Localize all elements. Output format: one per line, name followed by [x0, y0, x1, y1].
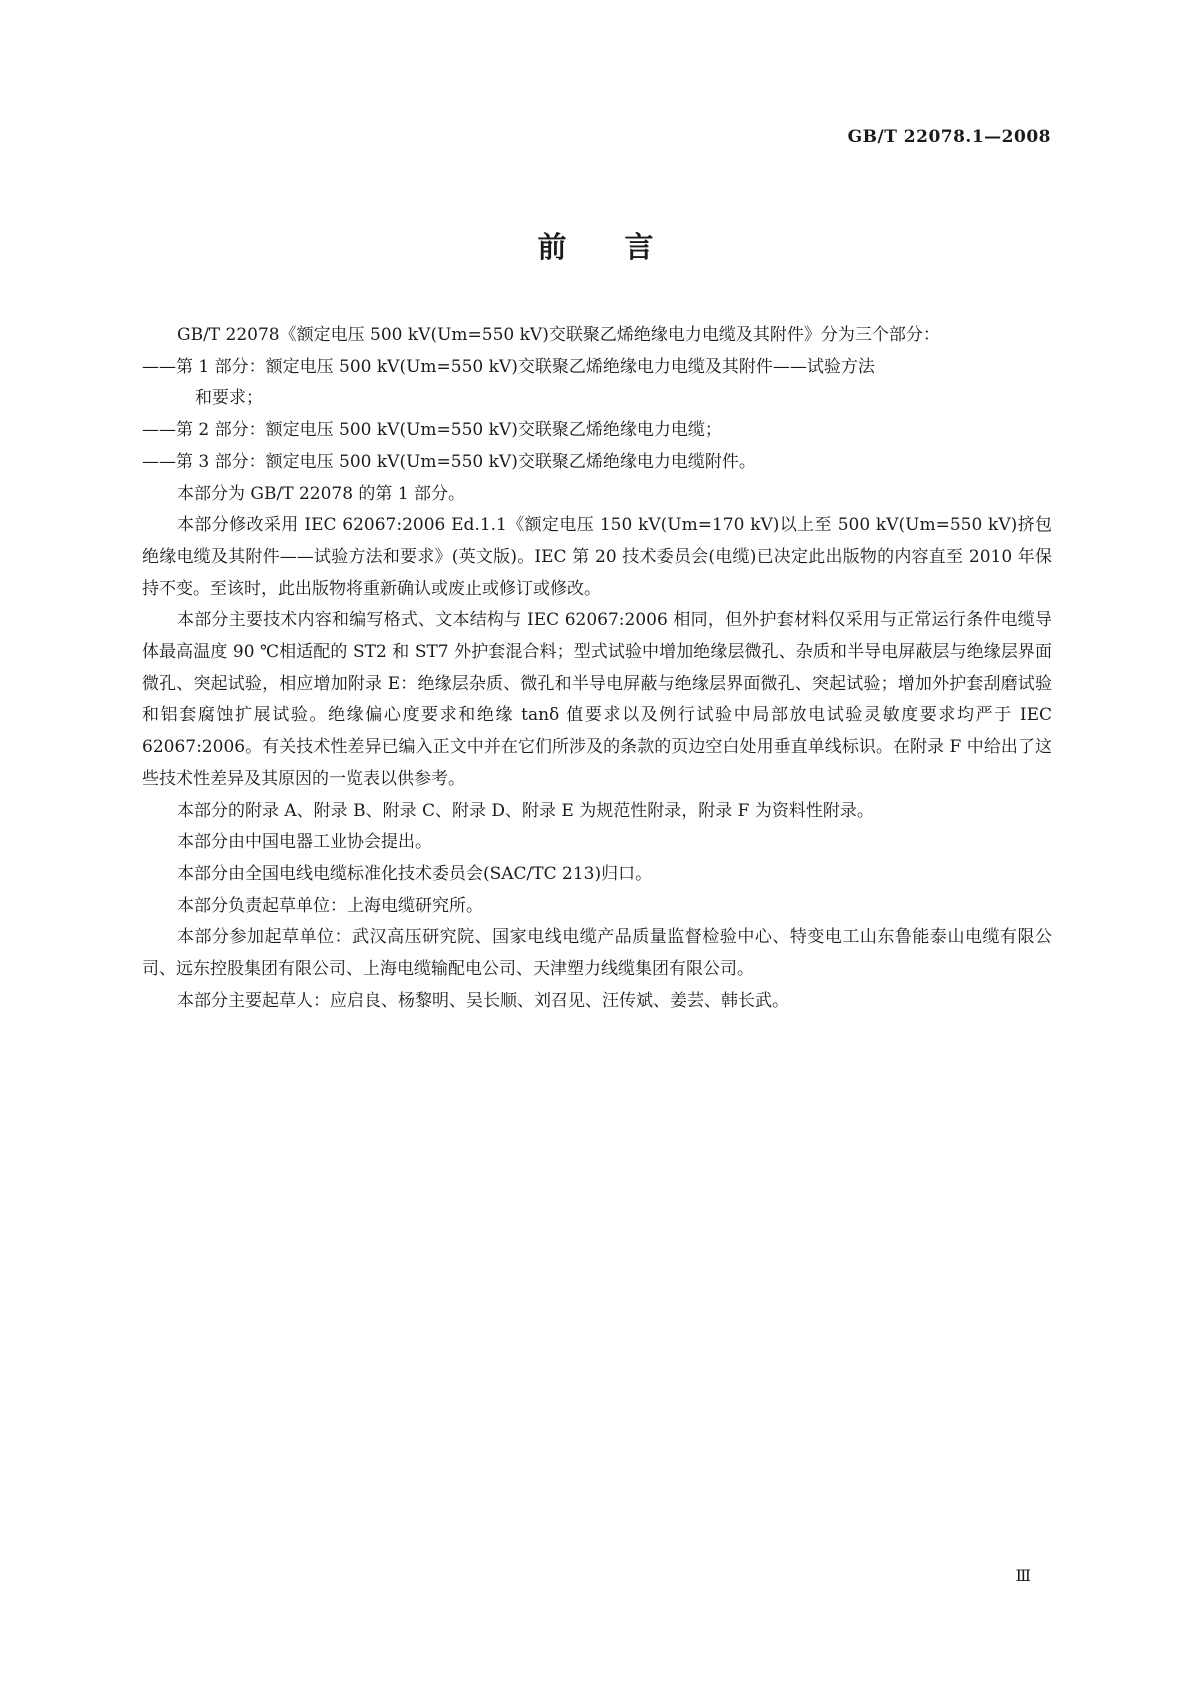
paragraph-main-drafters: 本部分主要起草人：应启良、杨黎明、吴长顺、刘召见、汪传斌、姜芸、韩长武。 [177, 990, 789, 1011]
page-number: Ⅲ [1015, 1566, 1031, 1585]
list-item-part3: ——第 3 部分：额定电压 500 kV(Um=550 kV)交联聚乙烯绝缘电力电缆附件。 [142, 451, 756, 472]
list-item-part2: ——第 2 部分：额定电压 500 kV(Um=550 kV)交联聚乙烯绝缘电力电缆； [142, 420, 722, 441]
paragraph-lead-drafter: 本部分负责起草单位：上海电缆研究所。 [177, 895, 483, 916]
list-item-part1-line1: ——第 1 部分：额定电压 500 kV(Um=550 kV)交联聚乙烯绝缘电力电缆及其附件——试验方法 [142, 356, 875, 377]
preface-body [142, 320, 1052, 1017]
paragraph-technical-differences: 本部分主要技术内容和编写格式、文本结构与 IEC 62067:2006 相同，但外护套材料仅采用与正常运行条件电缆导体最高温度 90 ℃相适配的 ST2 和 ST7 外护套混合料；型式试验中增加绝缘层微孔、杂质和半导电屏蔽层与绝缘层界面微孔、突起试验，相应增加附录 E：绝缘层杂质、微孔和半导电屏蔽与绝缘层界面微孔、突起试验；增加外护套刮磨试验和铝套腐蚀扩展试验。绝缘偏心度要求和绝缘 tanδ 值要求以及例行试验中局部放电试验灵敏度要求均严于 IEC 62067:2006。有关技术性差异已编入正文中并在它们所涉及的条款的页边空白处用垂直单线标识。在附录 F 中给出了这些技术性差异及其原因的一览表以供参考。 [142, 610, 1052, 789]
list-item-part1-line2: 和要求； [195, 388, 263, 409]
paragraph-intro: GB/T 22078《额定电压 500 kV(Um=550 kV)交联聚乙烯绝缘电力电缆及其附件》分为三个部分： [177, 325, 940, 345]
paragraph-part-note: 本部分为 GB/T 22078 的第 1 部分。 [177, 483, 466, 504]
paragraph-participating-drafters: 本部分参加起草单位：武汉高压研究院、国家电线电缆产品质量监督检验中心、特变电工山东鲁能泰山电缆有限公司、远东控股集团有限公司、上海电缆输配电公司、天津塑力线缆集团有限公司。 [142, 927, 1052, 980]
paragraph-proposer: 本部分由中国电器工业协会提出。 [177, 832, 432, 853]
page-title [0, 225, 1191, 266]
paragraph-committee: 本部分由全国电线电缆标准化技术委员会(SAC/TC 213)归口。 [177, 863, 653, 884]
title-char-1: 前 [537, 230, 567, 264]
standard-code: GB/T 22078.1—2008 [847, 127, 1051, 147]
paragraph-annexes: 本部分的附录 A、附录 B、附录 C、附录 D、附录 E 为规范性附录，附录 F 为资料性附录。 [177, 800, 874, 821]
paragraph-iec-adoption: 本部分修改采用 IEC 62067:2006 Ed.1.1《额定电压 150 kV(Um=170 kV)以上至 500 kV(Um=550 kV)挤包绝缘电缆及其附件——试验方法和要求》(英文版)。IEC 第 20 技术委员会(电缆)已决定此出版物的内容直至 2010 年保持不变。至该时，此出版物将重新确认或废止或修订或修改。 [142, 515, 1052, 599]
list-item-part1 [142, 352, 1052, 415]
title-char-2: 言 [624, 230, 654, 264]
